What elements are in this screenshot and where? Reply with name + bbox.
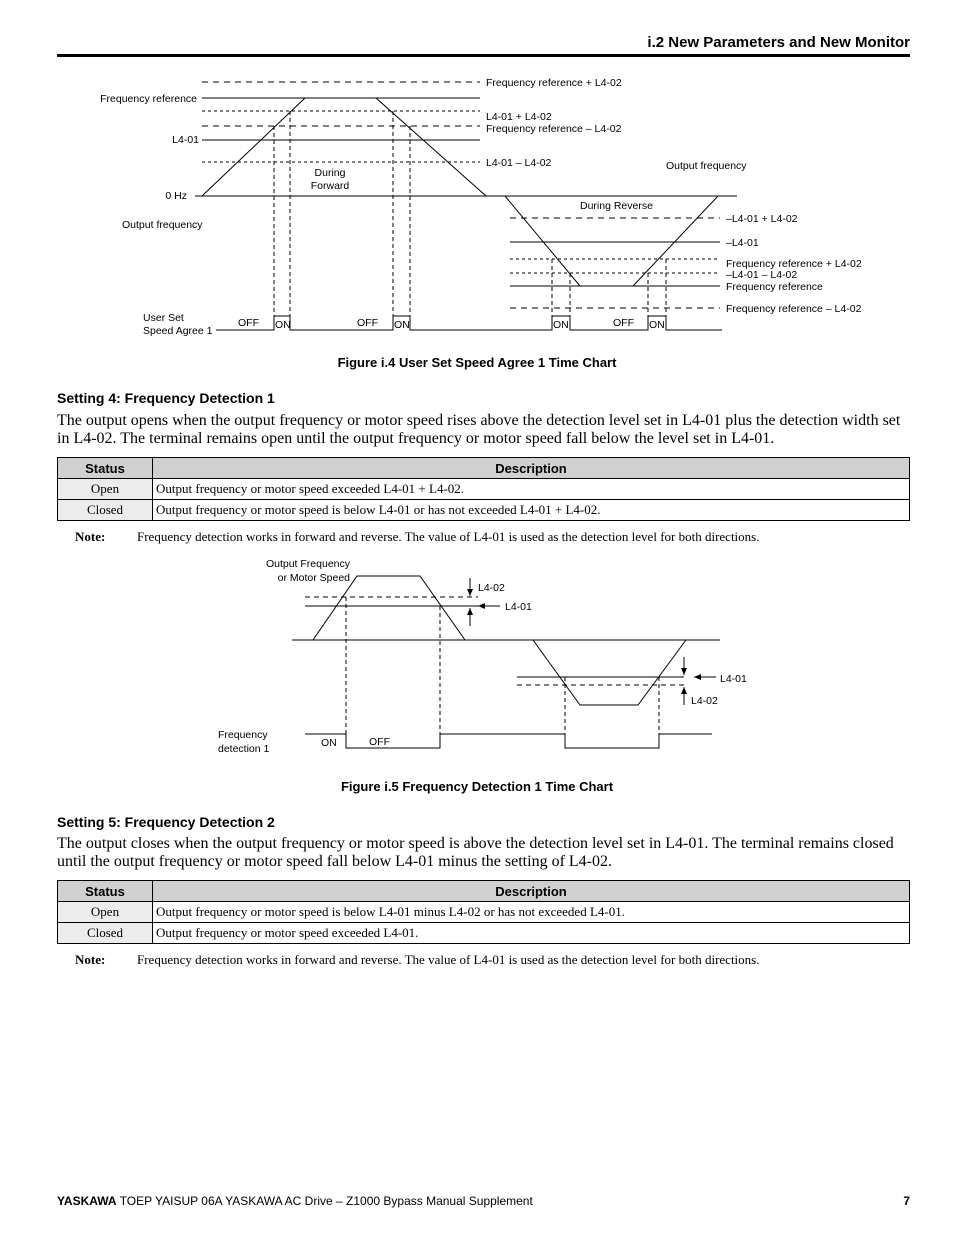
footer-brand: YASKAWA xyxy=(57,1194,117,1208)
svg-text:Frequency reference – L4-02: Frequency reference – L4-02 xyxy=(486,123,622,135)
svg-text:detection 1: detection 1 xyxy=(218,743,270,755)
table-row xyxy=(58,902,910,923)
description-cell: Output frequency or motor speed exceeded L4-01. xyxy=(153,923,910,944)
forward-speed-waveform xyxy=(313,576,465,640)
description-cell: Output frequency or motor speed is below L4-01 or has not exceeded L4-01 + L4-02. xyxy=(153,500,910,521)
col-status: Status xyxy=(58,458,153,479)
note-text: Frequency detection works in forward and reverse. The value of L4-01 is used as the detection level for both directions. xyxy=(137,952,760,967)
figure-i5-caption: Figure i.5 Frequency Detection 1 Time Chart xyxy=(340,779,614,794)
svg-text:Speed Agree 1: Speed Agree 1 xyxy=(143,325,213,337)
svg-text:Frequency reference + L4-02: Frequency reference + L4-02 xyxy=(726,258,862,270)
svg-text:ON: ON xyxy=(649,319,665,331)
footer xyxy=(57,1194,533,1208)
svg-text:ON: ON xyxy=(275,319,291,331)
description-cell: Output frequency or motor speed exceeded L4-01 + L4-02. xyxy=(153,479,910,500)
svg-text:Output Frequency: Output Frequency xyxy=(265,558,350,570)
svg-text:Frequency reference + L4-02: Frequency reference + L4-02 xyxy=(486,77,622,89)
figure-i4-time-chart xyxy=(0,0,954,345)
svg-text:ON: ON xyxy=(321,737,337,749)
col-description: Description xyxy=(153,881,910,902)
description-cell: Output frequency or motor speed is below L4-01 minus L4-02 or has not exceeded L4-01. xyxy=(153,902,910,923)
col-description: Description xyxy=(153,458,910,479)
svg-text:User Set: User Set xyxy=(143,312,184,324)
svg-text:0 Hz: 0 Hz xyxy=(165,190,187,202)
svg-text:–L4-01 – L4-02: –L4-01 – L4-02 xyxy=(726,269,798,281)
svg-text:Frequency reference: Frequency reference xyxy=(726,281,823,293)
setting4-heading: Setting 4: Frequency Detection 1 xyxy=(57,390,275,406)
svg-text:L4-01: L4-01 xyxy=(172,134,199,146)
svg-text:Frequency reference: Frequency reference xyxy=(100,93,197,105)
note-label: Note: xyxy=(75,529,106,544)
svg-text:L4-01: L4-01 xyxy=(720,673,747,685)
status-cell: Closed xyxy=(58,500,153,521)
reverse-speed-waveform xyxy=(533,640,686,705)
note-text: Frequency detection works in forward and reverse. The value of L4-01 is used as the detection level for both directions. xyxy=(137,529,760,544)
svg-text:ON: ON xyxy=(553,319,569,331)
status-cell: Closed xyxy=(58,923,153,944)
status-cell: Open xyxy=(58,479,153,500)
svg-text:OFF: OFF xyxy=(357,317,378,329)
speed-agree-signal xyxy=(216,316,722,330)
svg-text:OFF: OFF xyxy=(369,736,390,748)
setting4-note xyxy=(75,529,759,545)
setting4-paragraph: The output opens when the output frequency or motor speed rises above the detection level set in L4-01 plus the detection width set in L4-02. The terminal remains open until the output frequency or motor speed fall below the level set in L4-01. xyxy=(57,412,901,447)
setting5-heading: Setting 5: Frequency Detection 2 xyxy=(57,814,275,830)
svg-text:During: During xyxy=(314,167,346,179)
setting5-note xyxy=(75,952,759,968)
svg-text:Output frequency: Output frequency xyxy=(666,160,747,172)
svg-text:OFF: OFF xyxy=(613,317,634,329)
svg-text:or Motor Speed: or Motor Speed xyxy=(277,572,350,584)
table-header-row xyxy=(58,881,910,902)
setting4-table xyxy=(57,457,910,521)
svg-text:L4-01 + L4-02: L4-01 + L4-02 xyxy=(486,111,552,123)
table-row xyxy=(58,500,910,521)
setting5-table xyxy=(57,880,910,944)
svg-text:Frequency reference – L4-02: Frequency reference – L4-02 xyxy=(726,303,862,315)
col-status: Status xyxy=(58,881,153,902)
svg-text:OFF: OFF xyxy=(238,317,259,329)
table-header-row xyxy=(58,458,910,479)
page-number: 7 xyxy=(903,1194,910,1208)
note-label: Note: xyxy=(75,952,106,967)
svg-text:L4-01 – L4-02: L4-01 – L4-02 xyxy=(486,157,552,169)
svg-text:ON: ON xyxy=(394,319,410,331)
svg-text:–L4-01 + L4-02: –L4-01 + L4-02 xyxy=(726,213,798,225)
footer-text: TOEP YAISUP 06A YASKAWA AC Drive – Z1000 Bypass Manual Supplement xyxy=(116,1194,533,1208)
figure-i5-time-chart xyxy=(0,550,954,760)
section-title: i.2 New Parameters and New Monitor xyxy=(647,34,910,51)
svg-text:L4-02: L4-02 xyxy=(691,695,718,707)
table-row xyxy=(58,923,910,944)
svg-text:L4-02: L4-02 xyxy=(478,582,505,594)
frequency-detection-signal xyxy=(305,734,712,748)
svg-text:Output frequency: Output frequency xyxy=(122,219,203,231)
svg-text:L4-01: L4-01 xyxy=(505,601,532,613)
setting5-paragraph: The output closes when the output frequency or motor speed is above the detection level set in L4-01. The terminal remains closed until the output frequency or motor speed fall below L4-01 minus the setting of L4-02. xyxy=(57,835,894,870)
figure-i4-caption: Figure i.4 User Set Speed Agree 1 Time Chart xyxy=(337,355,617,370)
status-cell: Open xyxy=(58,902,153,923)
svg-text:During Reverse: During Reverse xyxy=(580,200,653,212)
svg-text:–L4-01: –L4-01 xyxy=(726,237,759,249)
svg-text:Forward: Forward xyxy=(310,180,350,192)
svg-text:Frequency: Frequency xyxy=(218,729,268,741)
table-row xyxy=(58,479,910,500)
